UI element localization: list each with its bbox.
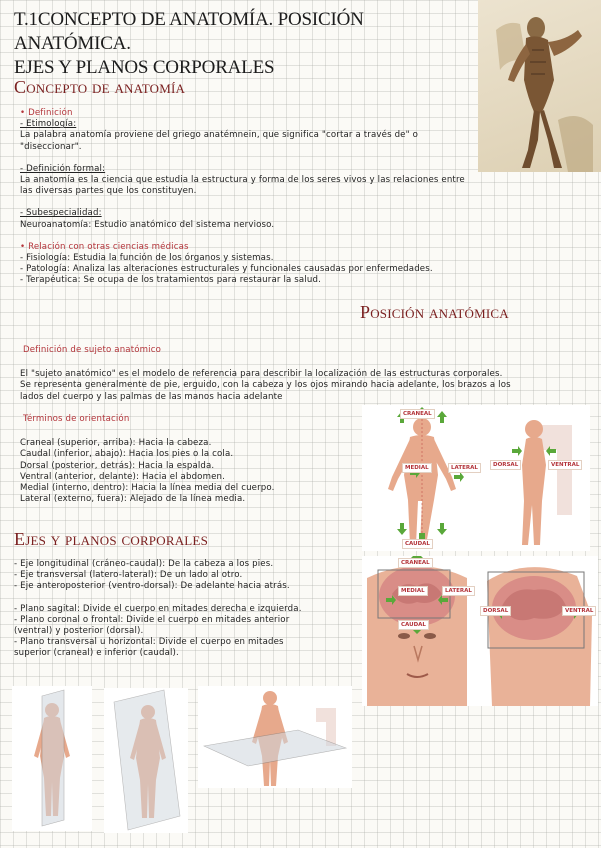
label-craneal: CRANEAL — [398, 558, 433, 568]
relacion-item: - Terapéutica: Se ocupa de los tratamientos para restaurar la salud. — [20, 275, 321, 286]
sujeto-label: Definición de sujeto anatómico — [23, 345, 161, 355]
etimologia-text-2: "diseccionar". — [20, 141, 82, 152]
ejes-heading: Ejes y planos corporales — [14, 529, 208, 549]
body-orientation-figure — [362, 405, 590, 551]
label-craneal: CRANEAL — [400, 409, 435, 419]
ejes-item: - Plano coronal o frontal: Divide el cuerpo en mitades anterior — [14, 614, 290, 625]
terminos-label: Términos de orientación — [23, 414, 130, 424]
ejes-item: - Eje transversal (latero-lateral): De un lado al otro. — [14, 570, 243, 581]
relacion-item: - Fisiología: Estudia la función de los órganos y sistemas. — [20, 253, 274, 264]
terminos-block — [20, 414, 350, 505]
ejes-item: - Eje longitudinal (cráneo-caudal): De la cabeza a los pies. — [14, 559, 274, 569]
termino-item: Dorsal (posterior, detrás): Hacia la espalda. — [20, 460, 215, 471]
etimologia-label: - Etimología: — [20, 119, 77, 130]
label-dorsal: DORSAL — [490, 460, 521, 470]
label-lateral: LATERAL — [448, 463, 481, 473]
ejes-body — [14, 559, 359, 660]
etimologia-text-1: La palabra anatomía proviene del griego anatémnein, que significa "cortar a través de" o — [20, 130, 419, 141]
anatomy-engraving-image — [478, 0, 601, 172]
termino-item: Craneal (superior, arriba): Hacia la cabeza. — [20, 438, 212, 449]
label-dorsal: DORSAL — [480, 606, 511, 616]
relacion-item: - Patología: Analiza las alteraciones estructurales y funcionales causadas por enfermedades. — [20, 264, 433, 275]
concepto-heading: Concepto de anatomía — [14, 77, 186, 97]
ejes-item: - Plano transversal u horizontal: Divide el cuerpo en mitades — [14, 637, 284, 648]
title-line-1: T.1CONCEPTO DE ANATOMÍA. POSICIÓN ANATÓMICA. — [14, 9, 364, 54]
sujeto-text-3: lados del cuerpo y las palmas de las manos hacia adelante — [20, 391, 283, 402]
ejes-item: superior (craneal) e inferior (caudal). — [14, 648, 179, 659]
ejes-spacer — [14, 593, 359, 604]
ejes-item: - Plano sagital: Divide el cuerpo en mitades derecha e izquierda. — [14, 603, 302, 614]
sujeto-text-1: El "sujeto anatómico" es el modelo de referencia para describir la localización de las estructuras corporales. — [20, 369, 503, 380]
transverse-plane-figure — [198, 686, 352, 788]
formal-label: - Definición formal: — [20, 163, 106, 174]
label-lateral: LATERAL — [442, 586, 475, 596]
ejes-item: (ventral) y posterior (dorsal). — [14, 626, 144, 637]
label-caudal: CAUDAL — [398, 620, 429, 630]
subesp-label: - Subespecialidad: — [20, 208, 102, 219]
label-ventral: VENTRAL — [548, 460, 582, 470]
definicion-label: • Definición — [20, 108, 73, 118]
page-title — [14, 8, 474, 80]
formal-text-1: La anatomía es la ciencia que estudia la estructura y forma de los seres vivos y las relaciones entre — [20, 175, 465, 186]
formal-text-2: las diversas partes que los constituyen. — [20, 186, 197, 197]
sagittal-plane-figure — [12, 686, 92, 831]
label-medial: MEDIAL — [402, 463, 432, 473]
subesp-text: Neuroanatomía: Estudio anatómico del sistema nervioso. — [20, 219, 275, 230]
coronal-plane-figure — [104, 688, 188, 833]
posicion-heading: Posición anatómica — [360, 302, 509, 322]
ejes-item: - Eje anteroposterior (ventro-dorsal): De adelante hacia atrás. — [14, 581, 290, 592]
relacion-label: • Relación con otras ciencias médicas — [20, 241, 189, 252]
head-orientation-figure — [362, 556, 598, 706]
label-ventral: VENTRAL — [562, 606, 596, 616]
concepto-body — [20, 108, 490, 287]
label-medial: MEDIAL — [398, 586, 428, 596]
posicion-body — [20, 345, 565, 403]
termino-item: Ventral (anterior, delante): Hacia el abdomen. — [20, 471, 226, 482]
termino-item: Caudal (inferior, abajo): Hacia los pies o la cola. — [20, 449, 234, 460]
title-line-2: EJES Y PLANOS CORPORALES — [14, 57, 275, 78]
termino-item: Lateral (externo, fuera): Alejado de la línea media. — [20, 494, 246, 505]
label-caudal: CAUDAL — [402, 539, 433, 549]
termino-item: Medial (interno, dentro): Hacia la línea media del cuerpo. — [20, 483, 275, 494]
sujeto-text-2: Se representa generalmente de pie, erguido, con la cabeza y los ojos mirando hacia adelante, los brazos a los — [20, 380, 511, 391]
